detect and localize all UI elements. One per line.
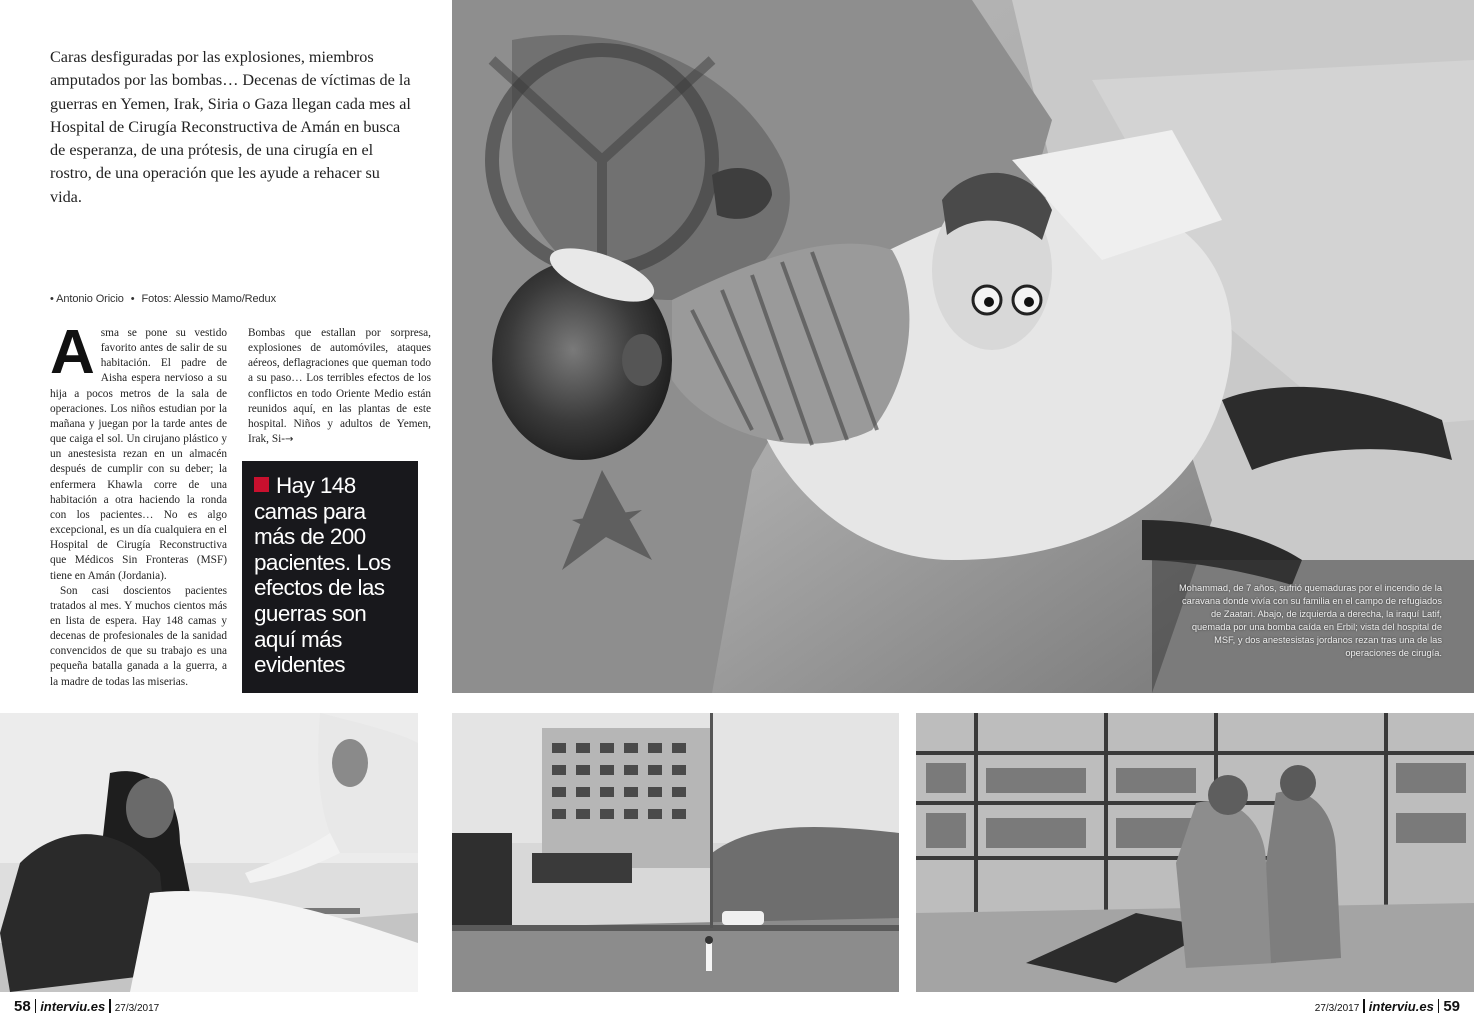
paragraph-text: Bombas que estallan por sorpresa, explosiones de automóviles, ataques aéreos, deflagraciones que queman todo a su paso… Los terribles efectos de los conflictos en todo Oriente Medio están reunidos aquí, en las plantas de este hospital. Niños y adultos de Yemen, Irak, Si-: [248, 327, 431, 446]
paragraph-text: sma se pone su vestido favorito antes de salir de su habitación. El padre de Aisha espera nervioso a su hija a pocos metros de la sala de operaciones. Los niños estudian por la mañana y juegan por la tarde antes de que caiga el sol. Un cirujano plástico y un anestesista rezan en un almacén después de cumplir con su deber; la enfermera Khawla corre de una habitación a otra haciendo la ronda con los pacientes… No es algo excepcional, es un día cualquiera en el Hospital de Cirugía Reconstructiva que Médicos Sin Fronteras (MSF) tiene en Amán (Jordania).: [50, 327, 227, 582]
photo-patient-latif: [0, 713, 418, 992]
pull-quote-text: Hay 148 camas para más de 200 pacientes. Los efectos de las guerras son aquí más evidentes: [254, 473, 391, 678]
drop-cap: A: [50, 318, 95, 387]
red-square-icon: [254, 477, 269, 492]
photo-anesthetists-praying: [916, 713, 1474, 992]
article-intro: Caras desfiguradas por las explosiones, miembros amputados por las bombas… Decenas de víctimas de la guerras en Yemen, Irak, Siria o Gaza llegan cada mes al Hospital de Cirugía Reconstructiva de Amán en busca de esperanza, de una prótesis, de una cirugía en el rostro, de una operación que les ayude a rehacer su vida.: [50, 48, 411, 206]
divider: [109, 999, 111, 1013]
article-column-2: [248, 326, 431, 447]
pull-quote: [254, 473, 408, 678]
photo-hospital-exterior: [452, 713, 899, 992]
divider: [1363, 999, 1365, 1013]
byline: [50, 293, 420, 305]
byline-author: Antonio Oricio: [56, 293, 124, 305]
brand-name: interviu.es: [40, 999, 106, 1014]
article-paragraph: Son casi doscientos pacientes tratados al mes. Y muchos cientos más en lista de espera. Hay 148 camas y decenas de profesionales de la sanidad convencidos de que su trabajo es una pequeña batalla ganada a la guerra, a la madre de todas las miserias.: [50, 584, 227, 688]
folio-right: [1315, 998, 1460, 1016]
bullet-icon: •: [130, 293, 135, 305]
folio-left: [14, 998, 159, 1016]
issue-date: 27/3/2017: [1314, 1003, 1360, 1014]
article-paragraph: [50, 318, 227, 584]
divider: [1438, 999, 1440, 1013]
pull-quote-box: [242, 461, 418, 693]
issue-date: 27/3/2017: [114, 1003, 160, 1014]
continue-arrow-icon: →: [285, 434, 294, 446]
divider: [35, 999, 37, 1013]
photo-caption: Mohammad, de 7 años, sufrió quemaduras por el incendio de la caravana donde vivía con su familia en el campo de refugiados de Zaatari. Abajo, de izquierda a derecha, la iraquí Latif, quemada por una bomba caída en Erbil; vista del hospital de MSF, y dos anestesistas jordanos rezan tras una de las operaciones de cirugía.: [1178, 583, 1442, 659]
page-number: 59: [1443, 998, 1460, 1015]
page-number: 58: [14, 998, 31, 1015]
byline-photos: Fotos: Alessio Mamo/Redux: [141, 293, 276, 305]
article-paragraph: [248, 326, 431, 447]
bullet-icon: •: [50, 293, 54, 305]
article-column-1: [50, 318, 227, 690]
brand-name: interviu.es: [1368, 999, 1434, 1014]
